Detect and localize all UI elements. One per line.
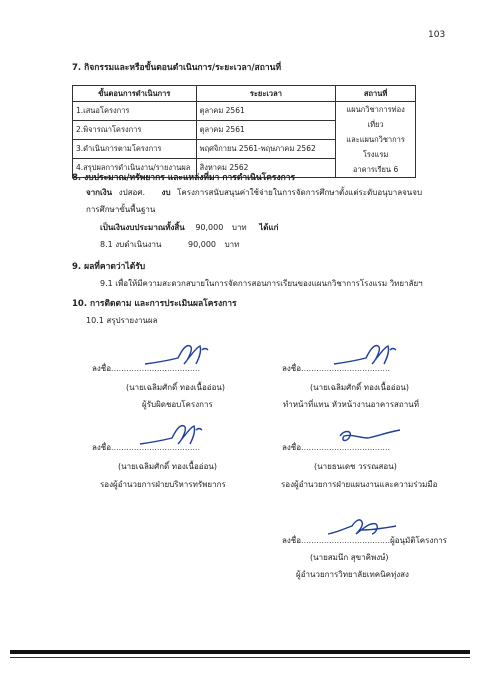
- header-step: ขั้นตอนการดำเนินการ: [73, 86, 197, 102]
- total-amount: 90,000: [195, 223, 224, 232]
- section9-item: 9.1 เพื่อให้มีความสะดวกสบายในการจัดการสอนการเรียนของแผนกวิชาการโรงแรม วิทยาลัยฯ: [100, 279, 423, 288]
- section9-heading: 9. ผลที่คาดว่าได้รับ: [72, 262, 146, 272]
- section10-heading: 10. การติดตาม และการประเมินผลโครงการ: [72, 299, 237, 309]
- budget-source-line: [86, 186, 422, 199]
- total-unit: บาท: [231, 223, 247, 232]
- period-cell: พฤศจิกายน 2561-พฤษภาคม 2562: [196, 140, 336, 159]
- signature-line: ลงชื่อ...................................: [92, 443, 201, 452]
- signature-image: [322, 512, 422, 540]
- signer-name: (นายเฉลิมศักดิ์ ทองเนื้ออ่อน): [118, 462, 217, 471]
- section7-heading: 7. กิจกรรมและหรือขั้นตอนดำเนินการ/ระยะเวลา/สถานที่: [72, 63, 282, 73]
- signature-image: [140, 340, 240, 368]
- budget-label: งบ: [161, 188, 171, 197]
- budget-item-line: [100, 238, 239, 251]
- signer-title: ผู้รับผิดชอบโครงการ: [142, 400, 213, 409]
- budget-total-line: [100, 221, 278, 234]
- signer-name: (นายธนเดช วรรณสอน): [314, 462, 397, 471]
- location-line: อาคารเรียน 6: [352, 165, 399, 174]
- signature-image: [326, 340, 426, 368]
- approver-label: ผู้อนุมัติโครงการ: [390, 536, 447, 545]
- table-row: [73, 102, 416, 121]
- period-cell: สิงหาคม 2562: [196, 159, 336, 178]
- signer-title: ทำหน้าที่แทน หัวหน้างานอาคารสถานที่: [283, 400, 419, 409]
- schedule-table: [72, 85, 416, 178]
- period-cell: ตุลาคม 2561: [196, 121, 336, 140]
- signature-image: [330, 424, 430, 452]
- source-label: จากเงิน: [86, 188, 113, 197]
- signer-name: (นายเฉลิมศักดิ์ ทองเนื้ออ่อน): [310, 383, 409, 392]
- header-period: ระยะเวลา: [196, 86, 336, 102]
- signature-image: [136, 420, 236, 448]
- total-suffix: ได้แก่: [259, 223, 279, 232]
- table-header-row: [73, 86, 416, 102]
- step-cell: 1.เสนอโครงการ: [73, 102, 197, 121]
- budget-description: โครงการสนับสนุนค่าใช้จ่ายในการจัดการศึกษาตั้งแต่ระดับอนุบาลจนจบ: [177, 188, 423, 197]
- signer-name: (นายสมนึก สุขาคิพงษ์): [310, 553, 389, 562]
- header-location: สถานที่: [336, 86, 416, 102]
- approver-signature-line: ลงชื่อ...................................ผู้อนุมัติโครงการ: [282, 536, 447, 545]
- total-label: เป็นเงินงบประมาณทั้งสิ้น: [100, 223, 185, 232]
- signer-title: ผู้อำนวยการวิทยาลัยเทคนิคทุ่งสง: [296, 570, 409, 579]
- footer-bar: [10, 650, 470, 654]
- signature-line: ลงชื่อ...................................: [282, 364, 391, 373]
- location-cell: [336, 102, 416, 178]
- step-cell: 3.ดำเนินการตามโครงการ: [73, 140, 197, 159]
- step-cell: 4.สรุปผลการดำเนินงาน/รายงานผล: [73, 159, 197, 178]
- period-cell: ตุลาคม 2561: [196, 102, 336, 121]
- item-label: 8.1 งบดำเนินงาน: [100, 240, 162, 249]
- section8-heading: 8. งบประมาณ/ทรัพยากร และแหล่งที่มา การดำเนินโครงการ: [72, 173, 296, 183]
- budget-description-cont: การศึกษาขั้นพื้นฐาน: [86, 205, 156, 214]
- page-number: 103: [428, 30, 446, 40]
- location-line: แผนกวิชาการท่องเที่ยว: [346, 105, 405, 129]
- location-line: และแผนกวิชาการโรงแรม: [346, 135, 405, 159]
- item-amount: 90,000: [188, 240, 217, 249]
- signature-line: ลงชื่อ...................................: [282, 443, 391, 452]
- step-cell: 2.พิจารณาโครงการ: [73, 121, 197, 140]
- signer-title: รองผู้อำนวยการฝ่ายบริหารทรัพยากร: [100, 480, 226, 489]
- signer-title: รองผู้อำนวยการฝ่ายแผนงานและความร่วมมือ: [281, 480, 438, 489]
- source-value: งปสอศ.: [118, 188, 145, 197]
- item-unit: บาท: [224, 240, 240, 249]
- section10-item: 10.1 สรุปรายงานผล: [86, 316, 158, 325]
- footer-rule: [10, 657, 470, 658]
- signer-name: (นายเฉลิมศักดิ์ ทองเนื้ออ่อน): [126, 383, 225, 392]
- signature-line: ลงชื่อ...................................: [92, 364, 201, 373]
